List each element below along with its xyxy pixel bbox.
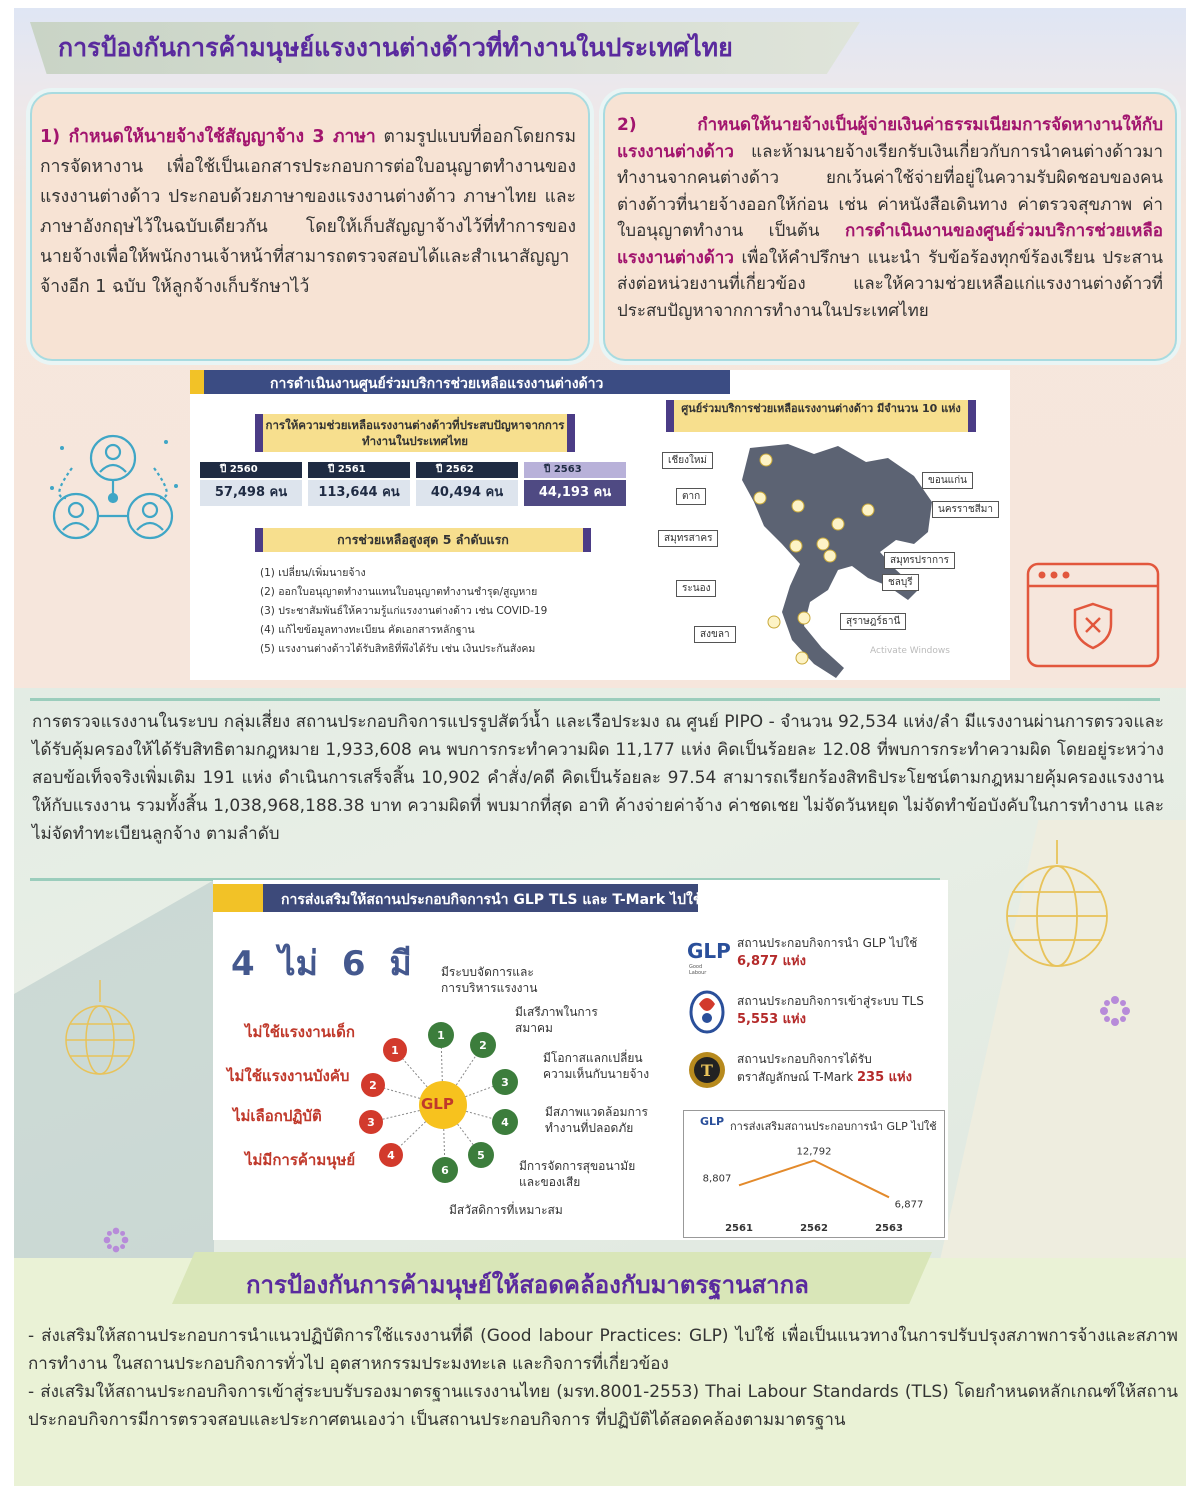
stat-tls-label: สถานประกอบกิจการเข้าสู่ระบบ TLS bbox=[737, 994, 924, 1008]
svg-text:1: 1 bbox=[391, 1044, 399, 1057]
glp-header: การส่งเสริมให้สถานประกอบกิจการนำ GLP TLS และ T-Mark ไปใช้ bbox=[281, 892, 703, 908]
map-label-suratthani: สุราษฎร์ธานี bbox=[840, 613, 906, 630]
stat-tmark-label2: ตราสัญลักษณ์ T-Mark bbox=[737, 1070, 854, 1084]
mai-item-4: ไม่มีการค้ามนุษย์ bbox=[245, 1151, 356, 1169]
stat-tls-value: 5,553 แห่ง bbox=[737, 1012, 806, 1027]
glp-infographic bbox=[213, 880, 948, 1240]
stat-tmark-label1: สถานประกอบกิจการได้รับ bbox=[737, 1052, 872, 1066]
chart-data-label: 8,807 bbox=[702, 1173, 732, 1185]
chart-series-line bbox=[739, 1161, 889, 1198]
map-label-tak: ตาก bbox=[676, 488, 706, 505]
contract-box bbox=[30, 92, 590, 361]
stat-tmark bbox=[737, 1050, 912, 1087]
year-label-2562: ปี 2562 bbox=[416, 462, 518, 478]
globe-icon-left bbox=[60, 980, 140, 1080]
assist-title bbox=[255, 414, 575, 452]
svg-text:4: 4 bbox=[387, 1149, 395, 1162]
security-window-icon bbox=[1025, 560, 1161, 670]
infographic-header: การดำเนินงานศูนย์ร่วมบริการช่วยเหลือแรงงานต่างด้าว bbox=[270, 376, 604, 392]
chart-x-tick-label: 2563 bbox=[875, 1223, 903, 1234]
year-label-2561: ปี 2561 bbox=[308, 462, 410, 478]
svg-text:6: 6 bbox=[441, 1164, 449, 1177]
map-label-khonkaen: ขอนแก่น bbox=[922, 472, 973, 489]
stat-tmark-value: 235 แห่ง bbox=[856, 1070, 912, 1085]
infographic-header-bar bbox=[190, 370, 730, 394]
glp-big-title: 4 ไม่ 6 มี bbox=[231, 944, 412, 984]
people-network-icon bbox=[42, 428, 184, 556]
center-heading: การดำเนินงานของศูนย์ร่วมบริการช่วยเหลือแรงงานต่างด้าว bbox=[617, 221, 1163, 268]
fee-paragraph bbox=[617, 112, 1163, 324]
map-title bbox=[666, 400, 976, 432]
year-value-2562: 40,494 คน bbox=[416, 480, 518, 506]
glp-logo-icon bbox=[685, 936, 731, 978]
mi-item-3: มีโอกาสแลกเปลี่ยนความเห็นกับนายจ้าง bbox=[543, 1051, 650, 1081]
standards-item-2: - ส่งเสริมให้สถานประกอบกิจการเข้าสู่ระบบรับรองมาตรฐานแรงงานไทย (มรท.8001-2553) Thai Labour Standards (TLS) โดยกำหนดหลักเกณฑ์ให้สถานประกอบกิจการมีการตรวจสอบและประกาศตนเองว่า เป็นสถานประกอบกิจการ ที่ปฏิบัติได้สอดคล้องตามมาตรฐาน bbox=[28, 1382, 1178, 1430]
top5-item-4: (4) แก้ไขข้อมูลทางทะเบียน คัดเอกสารหลักฐาน bbox=[260, 624, 475, 636]
year-value-2561: 113,644 คน bbox=[308, 480, 410, 506]
globe-icon-right bbox=[1002, 840, 1112, 980]
fee-body: และห้ามนายจ้างเรียกรับเงินเกี่ยวกับการนำคนต่างด้าวมาทำงานจากคนต่างด้าว ยกเว้นค่าใช้จ่ายที่อยู่ในความรับผิดชอบของคนต่างด้าวที่นายจ้างออกให้ก่อน เช่น ค่าหนังสือเดินทาง ค่าตรวจสุขภาพ ค่าใบอนุญาตทำงาน เป็นต้น bbox=[617, 141, 1163, 241]
chart-x-tick-label: 2561 bbox=[725, 1223, 753, 1234]
contract-paragraph bbox=[40, 122, 576, 302]
svg-text:5: 5 bbox=[477, 1149, 485, 1162]
svg-text:Labour: Labour bbox=[689, 970, 707, 976]
mi-item-5: มีการจัดการสุขอนามัยและของเสีย bbox=[519, 1159, 636, 1189]
page-title: การป้องกันการค้ามนุษย์แรงงานต่างด้าวที่ทำงานในประเทศไทย bbox=[58, 33, 733, 62]
inspection-text: การตรวจแรงงานในระบบ กลุ่มเสี่ยง สถานประกอบกิจการแปรรูปสัตว์น้ำ และเรือประมง ณ ศูนย์ PIPO - จำนวน 92,534 แห่ง/ลำ มีแรงงานผ่านการตรวจและได้รับคุ้มครองให้ได้รับสิทธิตามกฎหมาย 1,933,608 คน พบการกระทำความผิด 11,177 แห่ง คิดเป็นร้อยละ 12.08 ที่พบการกระทำความผิด โดยอยู่ระหว่างสอบข้อเท็จจริงเพิ่มเติม 191 แห่ง ดำเนินการเสร็จสิ้น 10,902 คำสั่ง/คดี คิดเป็นร้อยละ 97.54 สามารถเรียกร้องสิทธิประโยชน์ตามกฎหมายคุ้มครองแรงงานให้กับแรงงาน รวมทั้งสิ้น 1,038,968,188.38 บาท ความผิดที่ พบมากที่สุด อาทิ ค้างจ่ายค่าจ้าง ค่าชดเชย ไม่จัดวันหยุด ไม่จัดทำข้อบังคับในการทำงาน และไม่จัดทำทะเบียนลูกจ้าง ตามลำดับ bbox=[32, 712, 1164, 844]
svg-text:4: 4 bbox=[501, 1116, 509, 1129]
svg-text:3: 3 bbox=[501, 1076, 509, 1089]
top5-item-3: (3) ประชาสัมพันธ์ให้ความรู้แก่แรงงานต่างด้าว เช่น COVID-19 bbox=[260, 605, 548, 617]
top5-title: การช่วยเหลือสูงสุด 5 ลำดับแรก bbox=[255, 528, 591, 552]
svg-text:2: 2 bbox=[369, 1079, 377, 1092]
map-label-nakhonratchasima: นครราชสีมา bbox=[932, 501, 999, 518]
map-title-text: ศูนย์ร่วมบริการช่วยเหลือแรงงานต่างด้าว มีจำนวน 10 แห่ง bbox=[681, 402, 961, 415]
tmark-logo-icon bbox=[687, 1050, 727, 1090]
map-label-songkhla: สงขลา bbox=[694, 626, 736, 643]
map-label-samutprakan: สมุทรปราการ bbox=[884, 552, 955, 569]
year-label-2563: ปี 2563 bbox=[524, 462, 626, 478]
mi-item-4: มีสภาพแวดล้อมการทำงานที่ปลอดภัย bbox=[545, 1105, 648, 1135]
mai-item-1: ไม่ใช้แรงงานเด็ก bbox=[245, 1023, 355, 1041]
chart-data-label: 6,877 bbox=[894, 1199, 924, 1211]
glp-center-label: GLP bbox=[421, 1095, 454, 1113]
stat-glp bbox=[737, 934, 917, 971]
chart-data-label: 12,792 bbox=[796, 1146, 832, 1158]
mi-item-6: มีสวัสดิการที่เหมาะสม bbox=[449, 1203, 563, 1217]
fee-box bbox=[603, 92, 1177, 361]
mini-chart-box bbox=[683, 1110, 945, 1238]
svg-text:GLP: GLP bbox=[687, 939, 731, 963]
mini-chart-svg bbox=[684, 1131, 944, 1237]
year-value-2560: 57,498 คน bbox=[200, 480, 302, 506]
top5-item-5: (5) แรงงานต่างด้าวได้รับสิทธิที่พึงได้รับ เช่น เงินประกันสังคม bbox=[260, 643, 536, 655]
map-label-chonburi: ชลบุรี bbox=[882, 574, 919, 591]
top5-item-2: (2) ออกใบอนุญาตทำงานแทนใบอนุญาตทำงานชำรุด/สูญหาย bbox=[260, 586, 538, 598]
tls-logo-icon bbox=[687, 988, 727, 1034]
sparkle-icon-right bbox=[1098, 994, 1132, 1028]
stat-glp-label: สถานประกอบกิจการนำ GLP ไปใช้ bbox=[737, 936, 918, 950]
top5-item-1: (1) เปลี่ยน/เพิ่มนายจ้าง bbox=[260, 567, 366, 579]
map-label-ranong: ระนอง bbox=[676, 580, 716, 597]
stat-tls bbox=[737, 992, 924, 1029]
svg-text:Good: Good bbox=[689, 964, 703, 970]
stat-glp-value: 6,877 แห่ง bbox=[737, 954, 806, 969]
mini-chart-title: การส่งเสริมสถานประกอบการนำ GLP ไปใช้ bbox=[730, 1120, 937, 1133]
svg-text:3: 3 bbox=[367, 1116, 375, 1129]
map-label-samutsakhon: สมุทรสาคร bbox=[658, 530, 718, 547]
mi-item-2: มีเสรีภาพในการสมาคม bbox=[515, 1005, 598, 1035]
sparkle-icon-left bbox=[102, 1226, 130, 1254]
svg-text:1: 1 bbox=[437, 1029, 445, 1042]
mai-item-3: ไม่เลือกปฏิบัติ bbox=[233, 1107, 322, 1125]
center-body: เพื่อให้คำปรึกษา แนะนำ รับข้อร้องทุกข์ร้องเรียน ประสานส่งต่อหน่วยงานที่เกี่ยวข้อง และให้ความช่วยเหลือแก่แรงงานต่างด้าวที่ประสบปัญหาจากการทำงานในประเทศไทย bbox=[617, 247, 1163, 321]
fee-heading: 2) กำหนดให้นายจ้างเป็นผู้จ่ายเงินค่าธรรมเนียมการจัดหางานให้กับแรงงานต่างด้าว bbox=[617, 115, 1163, 162]
svg-text:T: T bbox=[701, 1061, 713, 1080]
mini-chart-logo: GLP bbox=[700, 1115, 725, 1128]
chart-x-tick-label: 2562 bbox=[800, 1223, 828, 1234]
year-value-2563: 44,193 คน bbox=[524, 480, 626, 506]
standards-title: การป้องกันการค้ามนุษย์ให้สอดคล้องกับมาตรฐานสากล bbox=[246, 1271, 809, 1299]
standards-text bbox=[28, 1322, 1178, 1434]
mi-item-1: มีระบบจัดการและการบริหารแรงงาน bbox=[441, 965, 538, 995]
standards-item-1: - ส่งเสริมให้สถานประกอบการนำแนวปฏิบัติการใช้แรงงานที่ดี (Good labour Practices: GLP) ไปใช้ เพื่อเป็นแนวทางในการปรับปรุงสภาพการจ้างและสภาพการทำงาน ในสถานประกอบกิจการทั่วไป อุตสาหกรรมประมงทะเล และกิจการที่เกี่ยวข้อง bbox=[28, 1326, 1178, 1374]
map-label-chiangmai: เชียงใหม่ bbox=[662, 452, 713, 469]
mai-item-2: ไม่ใช้แรงงานบังคับ bbox=[227, 1067, 350, 1085]
contract-body: ตามรูปแบบที่ออกโดยกรมการจัดหางาน เพื่อใช้เป็นเอกสารประกอบการต่อใบอนุญาตทำงานของแรงงานต่างด้าว ประกอบด้วยภาษาของแรงงานต่างด้าว ภาษาไทย และภาษาอังกฤษไว้ในฉบับเดียวกัน โดยให้เก็บสัญญาจ้างไว้ที่ทำการของนายจ้างเพื่อให้พนักงานเจ้าหน้าที่สามารถตรวจสอบได้และสำเนาสัญญาจ้างอีก 1 ฉบับ ให้ลูกจ้างเก็บรักษาไว้ bbox=[40, 127, 576, 297]
year-label-2560: ปี 2560 bbox=[200, 462, 302, 478]
activate-windows-watermark: Activate Windows bbox=[870, 646, 950, 656]
divider-top bbox=[30, 698, 1160, 701]
contract-heading: 1) กำหนดให้นายจ้างใช้สัญญาจ้าง 3 ภาษา bbox=[40, 127, 376, 147]
center-infographic bbox=[190, 370, 1010, 680]
assist-title-text: การให้ความช่วยเหลือแรงงานต่างด้าวที่ประสบปัญหาจากการทำงานในประเทศไทย bbox=[265, 418, 565, 448]
glp-header-bar bbox=[213, 884, 703, 912]
svg-text:2: 2 bbox=[479, 1039, 487, 1052]
